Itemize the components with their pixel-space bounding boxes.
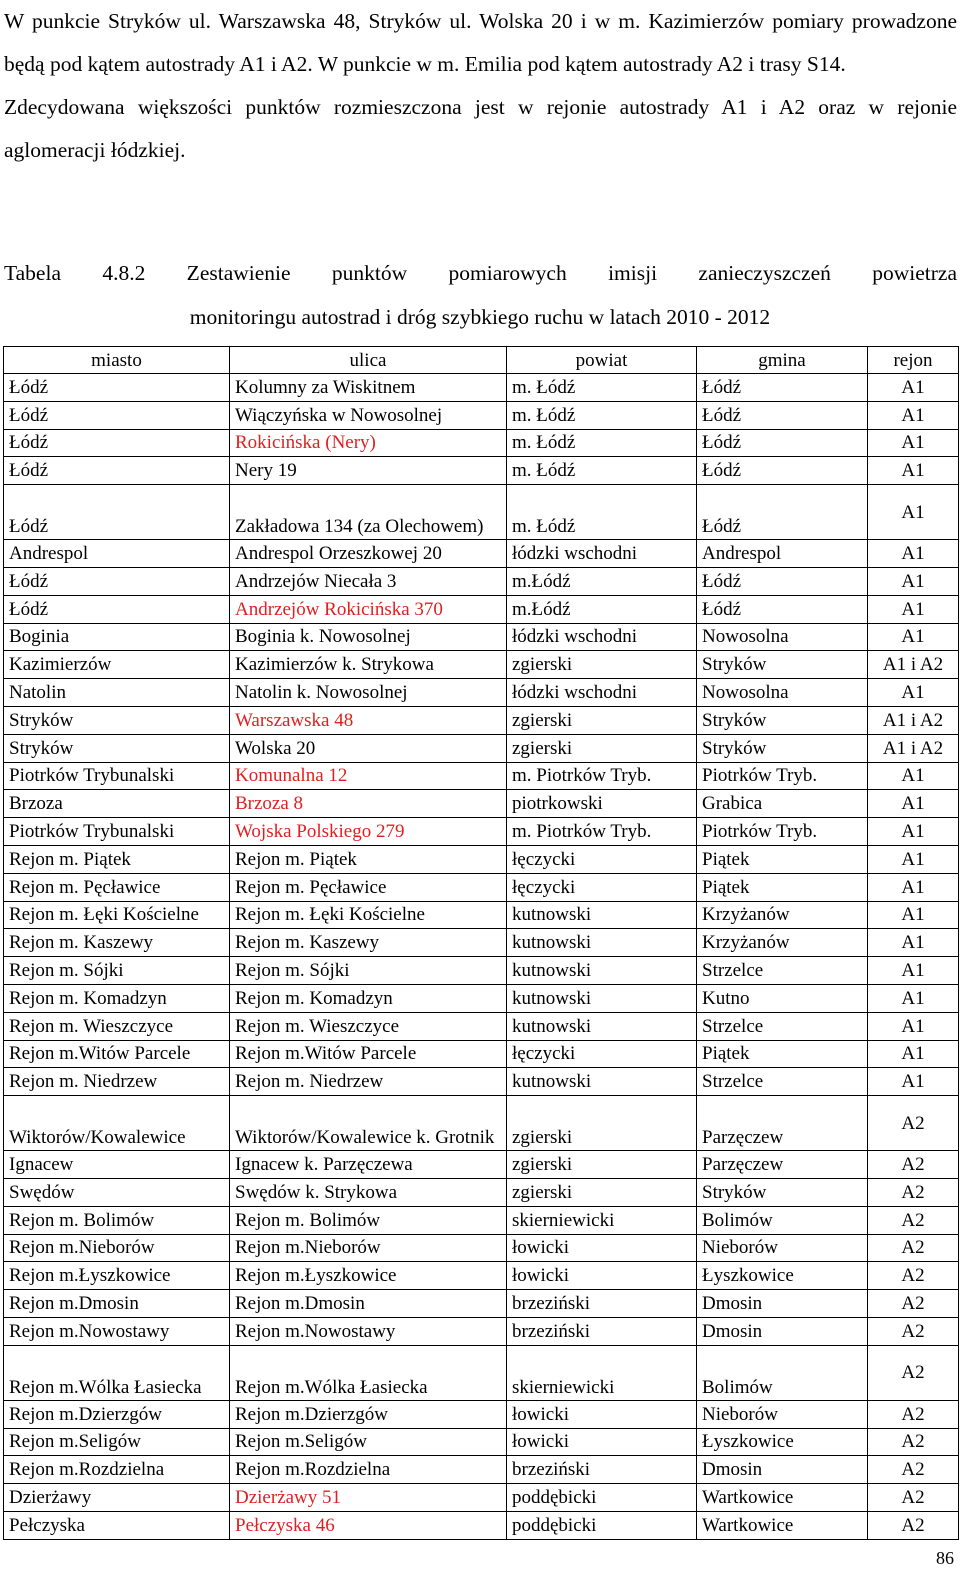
cell-rejon: A2	[868, 1400, 959, 1428]
cell-gmina: Stryków	[697, 706, 868, 734]
cell-miasto: Ignacew	[4, 1151, 230, 1179]
cell-miasto: Swędów	[4, 1178, 230, 1206]
cell-powiat: łowicki	[507, 1234, 697, 1262]
cell-rejon: A2	[868, 1262, 959, 1290]
cell-ulica: Komunalna 12	[230, 762, 507, 790]
cell-miasto: Rejon m. Sójki	[4, 957, 230, 985]
cell-gmina: Bolimów	[697, 1345, 868, 1400]
cell-powiat: łódzki wschodni	[507, 623, 697, 651]
cell-gmina: Piątek	[697, 873, 868, 901]
cell-rejon: A1 i A2	[868, 706, 959, 734]
table-row	[4, 1040, 959, 1068]
table-row	[4, 401, 959, 429]
cell-ulica: Wiktorów/Kowalewice k. Grotnik	[230, 1096, 507, 1151]
table-row	[4, 901, 959, 929]
cell-ulica: Wojska Polskiego 279	[230, 818, 507, 846]
table-row	[4, 1206, 959, 1234]
cell-miasto: Łódź	[4, 595, 230, 623]
cell-ulica: Nery 19	[230, 457, 507, 485]
cell-miasto: Wiktorów/Kowalewice	[4, 1096, 230, 1151]
cell-miasto: Rejon m. Niedrzew	[4, 1068, 230, 1096]
cell-gmina: Wartkowice	[697, 1484, 868, 1512]
cell-powiat: kutnowski	[507, 984, 697, 1012]
cell-rejon: A1	[868, 845, 959, 873]
cell-gmina: Nowosolna	[697, 623, 868, 651]
cell-rejon: A1	[868, 762, 959, 790]
cell-ulica: Brzoza 8	[230, 790, 507, 818]
cell-ulica: Ignacew k. Parzęczewa	[230, 1151, 507, 1179]
cell-gmina: Stryków	[697, 651, 868, 679]
cell-miasto: Rejon m.Witów Parcele	[4, 1040, 230, 1068]
intro-paragraph-2: Zdecydowana większości punktów rozmieszczona jest w rejonie autostrady A1 i A2 oraz w rejonie aglomeracji łódzkiej.	[4, 95, 957, 162]
cell-miasto: Brzoza	[4, 790, 230, 818]
cell-powiat: kutnowski	[507, 1012, 697, 1040]
cell-gmina: Nowosolna	[697, 679, 868, 707]
cell-miasto: Natolin	[4, 679, 230, 707]
cell-ulica: Rejon m. Sójki	[230, 957, 507, 985]
cell-powiat: zgierski	[507, 1178, 697, 1206]
cell-rejon: A1	[868, 957, 959, 985]
cell-rejon: A1	[868, 901, 959, 929]
table-row	[4, 651, 959, 679]
cell-miasto: Rejon m. Bolimów	[4, 1206, 230, 1234]
cell-powiat: łęczycki	[507, 845, 697, 873]
cell-miasto: Rejon m. Komadzyn	[4, 984, 230, 1012]
table-row	[4, 679, 959, 707]
table-row	[4, 845, 959, 873]
cell-ulica: Swędów k. Strykowa	[230, 1178, 507, 1206]
cell-ulica: Rejon m. Komadzyn	[230, 984, 507, 1012]
cell-miasto: Rejon m.Dmosin	[4, 1290, 230, 1318]
cell-ulica: Rejon m. Bolimów	[230, 1206, 507, 1234]
table-row	[4, 429, 959, 457]
cell-ulica: Rejon m.Dmosin	[230, 1290, 507, 1318]
cell-ulica: Rejon m. Niedrzew	[230, 1068, 507, 1096]
cell-ulica: Rejon m.Nieborów	[230, 1234, 507, 1262]
cell-rejon: A2	[868, 1206, 959, 1234]
cell-rejon: A2	[868, 1290, 959, 1318]
cell-powiat: m.Łódź	[507, 567, 697, 595]
cell-gmina: Piątek	[697, 845, 868, 873]
cell-miasto: Pełczyska	[4, 1511, 230, 1539]
cell-gmina: Dmosin	[697, 1456, 868, 1484]
cell-gmina: Łódź	[697, 429, 868, 457]
table-row	[4, 1178, 959, 1206]
cell-miasto: Rejon m. Kaszewy	[4, 929, 230, 957]
table-row	[4, 873, 959, 901]
cell-powiat: łowicki	[507, 1262, 697, 1290]
cell-rejon: A1	[868, 595, 959, 623]
cell-rejon: A1	[868, 567, 959, 595]
cell-miasto: Stryków	[4, 706, 230, 734]
cell-rejon: A2	[868, 1345, 959, 1400]
cell-powiat: łódzki wschodni	[507, 679, 697, 707]
table-row	[4, 790, 959, 818]
cell-powiat: poddębicki	[507, 1484, 697, 1512]
cell-rejon: A1	[868, 818, 959, 846]
cell-rejon: A2	[868, 1317, 959, 1345]
cell-ulica: Warszawska 48	[230, 706, 507, 734]
table-row	[4, 1484, 959, 1512]
cell-rejon: A1	[868, 401, 959, 429]
cell-gmina: Łyszkowice	[697, 1428, 868, 1456]
cell-rejon: A1	[868, 429, 959, 457]
cell-gmina: Stryków	[697, 1178, 868, 1206]
cell-gmina: Stryków	[697, 734, 868, 762]
cell-ulica: Rejon m. Pęcławice	[230, 873, 507, 901]
header-powiat: powiat	[507, 347, 697, 374]
cell-miasto: Łódź	[4, 429, 230, 457]
cell-powiat: brzeziński	[507, 1456, 697, 1484]
cell-gmina: Łódź	[697, 401, 868, 429]
table-row	[4, 1317, 959, 1345]
table-body	[4, 374, 959, 1540]
cell-ulica: Rejon m.Rozdzielna	[230, 1456, 507, 1484]
cell-gmina: Parzęczew	[697, 1096, 868, 1151]
cell-rejon: A1	[868, 1040, 959, 1068]
cell-gmina: Strzelce	[697, 957, 868, 985]
cell-rejon: A1	[868, 1068, 959, 1096]
cell-ulica: Rokicińska (Nery)	[230, 429, 507, 457]
cell-ulica: Andrzejów Niecała 3	[230, 567, 507, 595]
cell-powiat: zgierski	[507, 706, 697, 734]
cell-gmina: Nieborów	[697, 1400, 868, 1428]
cell-gmina: Krzyżanów	[697, 901, 868, 929]
cell-powiat: zgierski	[507, 651, 697, 679]
cell-ulica: Natolin k. Nowosolnej	[230, 679, 507, 707]
cell-powiat: skierniewicki	[507, 1206, 697, 1234]
cell-miasto: Łódź	[4, 374, 230, 402]
cell-ulica: Rejon m.Wólka Łasiecka	[230, 1345, 507, 1400]
cell-powiat: m. Łódź	[507, 485, 697, 540]
cell-gmina: Grabica	[697, 790, 868, 818]
cell-powiat: m. Łódź	[507, 401, 697, 429]
cell-miasto: Piotrków Trybunalski	[4, 818, 230, 846]
cell-rejon: A2	[868, 1456, 959, 1484]
cell-powiat: kutnowski	[507, 1068, 697, 1096]
cell-miasto: Rejon m. Łęki Kościelne	[4, 901, 230, 929]
table-row	[4, 706, 959, 734]
cell-ulica: Rejon m. Wieszczyce	[230, 1012, 507, 1040]
cell-rejon: A1	[868, 623, 959, 651]
table-row	[4, 1262, 959, 1290]
cell-powiat: m. Łódź	[507, 374, 697, 402]
cell-powiat: łęczycki	[507, 873, 697, 901]
cell-miasto: Dzierżawy	[4, 1484, 230, 1512]
cell-rejon: A1 i A2	[868, 734, 959, 762]
cell-rejon: A1	[868, 374, 959, 402]
table-row	[4, 1400, 959, 1428]
cell-ulica: Pełczyska 46	[230, 1511, 507, 1539]
table-row	[4, 623, 959, 651]
cell-gmina: Krzyżanów	[697, 929, 868, 957]
table-row	[4, 734, 959, 762]
cell-gmina: Nieborów	[697, 1234, 868, 1262]
table-row	[4, 1428, 959, 1456]
cell-rejon: A2	[868, 1428, 959, 1456]
cell-miasto: Kazimierzów	[4, 651, 230, 679]
table-row	[4, 762, 959, 790]
cell-powiat: kutnowski	[507, 957, 697, 985]
cell-rejon: A1	[868, 929, 959, 957]
cell-rejon: A1	[868, 1012, 959, 1040]
cell-powiat: m.Łódź	[507, 595, 697, 623]
cell-powiat: łęczycki	[507, 1040, 697, 1068]
cell-powiat: brzeziński	[507, 1317, 697, 1345]
table-row	[4, 929, 959, 957]
cell-miasto: Rejon m. Piątek	[4, 845, 230, 873]
cell-gmina: Łyszkowice	[697, 1262, 868, 1290]
cell-rejon: A1	[868, 873, 959, 901]
cell-gmina: Łódź	[697, 457, 868, 485]
cell-rejon: A2	[868, 1511, 959, 1539]
cell-gmina: Wartkowice	[697, 1511, 868, 1539]
cell-rejon: A2	[868, 1151, 959, 1179]
cell-gmina: Piotrków Tryb.	[697, 818, 868, 846]
table-row	[4, 1012, 959, 1040]
table-row	[4, 540, 959, 568]
cell-powiat: m. Łódź	[507, 457, 697, 485]
cell-gmina: Strzelce	[697, 1068, 868, 1096]
table-row	[4, 567, 959, 595]
cell-powiat: kutnowski	[507, 901, 697, 929]
cell-ulica: Rejon m.Seligów	[230, 1428, 507, 1456]
table-header-row	[4, 347, 959, 374]
cell-miasto: Rejon m.Łyszkowice	[4, 1262, 230, 1290]
cell-miasto: Rejon m.Rozdzielna	[4, 1456, 230, 1484]
table-row	[4, 1511, 959, 1539]
cell-powiat: zgierski	[507, 1151, 697, 1179]
cell-miasto: Rejon m.Seligów	[4, 1428, 230, 1456]
cell-rejon: A1	[868, 457, 959, 485]
table-row	[4, 1151, 959, 1179]
cell-ulica: Kazimierzów k. Strykowa	[230, 651, 507, 679]
cell-ulica: Rejon m.Witów Parcele	[230, 1040, 507, 1068]
cell-ulica: Rejon m. Kaszewy	[230, 929, 507, 957]
cell-rejon: A1	[868, 540, 959, 568]
cell-ulica: Rejon m.Nowostawy	[230, 1317, 507, 1345]
cell-miasto: Łódź	[4, 457, 230, 485]
cell-rejon: A2	[868, 1234, 959, 1262]
cell-ulica: Wolska 20	[230, 734, 507, 762]
cell-miasto: Rejon m.Nieborów	[4, 1234, 230, 1262]
cell-gmina: Łódź	[697, 595, 868, 623]
table-row	[4, 957, 959, 985]
table-row	[4, 1456, 959, 1484]
table-caption-line-1: Tabela 4.8.2 Zestawienie punktów pomiarowych imisji zanieczyszczeń powietrza	[4, 261, 957, 285]
cell-miasto: Rejon m.Nowostawy	[4, 1317, 230, 1345]
cell-miasto: Andrespol	[4, 540, 230, 568]
cell-rejon: A1 i A2	[868, 651, 959, 679]
cell-rejon: A1	[868, 984, 959, 1012]
cell-ulica: Wiączyńska w Nowosolnej	[230, 401, 507, 429]
cell-ulica: Zakładowa 134 (za Olechowem)	[230, 485, 507, 540]
cell-gmina: Kutno	[697, 984, 868, 1012]
cell-gmina: Łódź	[697, 374, 868, 402]
cell-miasto: Rejon m. Wieszczyce	[4, 1012, 230, 1040]
cell-miasto: Łódź	[4, 567, 230, 595]
cell-powiat: łowicki	[507, 1400, 697, 1428]
cell-powiat: łowicki	[507, 1428, 697, 1456]
table-row	[4, 984, 959, 1012]
cell-powiat: zgierski	[507, 734, 697, 762]
cell-rejon: A2	[868, 1484, 959, 1512]
cell-gmina: Andrespol	[697, 540, 868, 568]
measurement-points-table	[3, 346, 959, 1540]
cell-ulica: Rejon m. Piątek	[230, 845, 507, 873]
cell-rejon: A2	[868, 1178, 959, 1206]
table-caption-line-2: monitoringu autostrad i dróg szybkiego ruchu w latach 2010 - 2012	[189, 305, 771, 329]
cell-ulica: Andrespol Orzeszkowej 20	[230, 540, 507, 568]
table-row	[4, 1234, 959, 1262]
cell-gmina: Dmosin	[697, 1317, 868, 1345]
cell-rejon: A1	[868, 485, 959, 540]
cell-gmina: Parzęczew	[697, 1151, 868, 1179]
intro-paragraph-1: W punkcie Stryków ul. Warszawska 48, Stryków ul. Wolska 20 i w m. Kazimierzów pomiary prowadzone będą pod kątem autostrady A1 i A2. W punkcie w m. Emilia pod kątem autostrady A2 i trasy S14.	[4, 9, 957, 76]
cell-ulica: Rejon m.Dzierzgów	[230, 1400, 507, 1428]
table-row	[4, 457, 959, 485]
cell-miasto: Rejon m.Wólka Łasiecka	[4, 1345, 230, 1400]
table-row	[4, 485, 959, 540]
table-row	[4, 1345, 959, 1400]
header-miasto: miasto	[4, 347, 230, 374]
cell-powiat: zgierski	[507, 1096, 697, 1151]
cell-miasto: Rejon m.Dzierzgów	[4, 1400, 230, 1428]
table-row	[4, 595, 959, 623]
cell-powiat: kutnowski	[507, 929, 697, 957]
table-row	[4, 1068, 959, 1096]
cell-ulica: Kolumny za Wiskitnem	[230, 374, 507, 402]
cell-rejon: A2	[868, 1096, 959, 1151]
cell-gmina: Piotrków Tryb.	[697, 762, 868, 790]
cell-gmina: Łódź	[697, 567, 868, 595]
header-rejon: rejon	[868, 347, 959, 374]
cell-gmina: Bolimów	[697, 1206, 868, 1234]
cell-powiat: łódzki wschodni	[507, 540, 697, 568]
table-row	[4, 1290, 959, 1318]
table-row	[4, 374, 959, 402]
cell-rejon: A1	[868, 679, 959, 707]
cell-miasto: Rejon m. Pęcławice	[4, 873, 230, 901]
cell-gmina: Dmosin	[697, 1290, 868, 1318]
cell-powiat: m. Piotrków Tryb.	[507, 762, 697, 790]
intro-text	[4, 0, 957, 172]
cell-powiat: poddębicki	[507, 1511, 697, 1539]
cell-miasto: Łódź	[4, 401, 230, 429]
cell-powiat: piotrkowski	[507, 790, 697, 818]
cell-powiat: m. Łódź	[507, 429, 697, 457]
cell-miasto: Piotrków Trybunalski	[4, 762, 230, 790]
page-number: 86	[936, 1548, 954, 1568]
cell-ulica: Boginia k. Nowosolnej	[230, 623, 507, 651]
cell-ulica: Andrzejów Rokicińska 370	[230, 595, 507, 623]
cell-gmina: Łódź	[697, 485, 868, 540]
cell-miasto: Łódź	[4, 485, 230, 540]
cell-miasto: Boginia	[4, 623, 230, 651]
cell-powiat: skierniewicki	[507, 1345, 697, 1400]
cell-gmina: Piątek	[697, 1040, 868, 1068]
table-row	[4, 1096, 959, 1151]
cell-gmina: Strzelce	[697, 1012, 868, 1040]
cell-ulica: Rejon m. Łęki Kościelne	[230, 901, 507, 929]
header-ulica: ulica	[230, 347, 507, 374]
header-gmina: gmina	[697, 347, 868, 374]
table-row	[4, 818, 959, 846]
cell-rejon: A1	[868, 790, 959, 818]
cell-miasto: Stryków	[4, 734, 230, 762]
cell-ulica: Dzierżawy 51	[230, 1484, 507, 1512]
cell-powiat: m. Piotrków Tryb.	[507, 818, 697, 846]
cell-ulica: Rejon m.Łyszkowice	[230, 1262, 507, 1290]
cell-powiat: brzeziński	[507, 1290, 697, 1318]
